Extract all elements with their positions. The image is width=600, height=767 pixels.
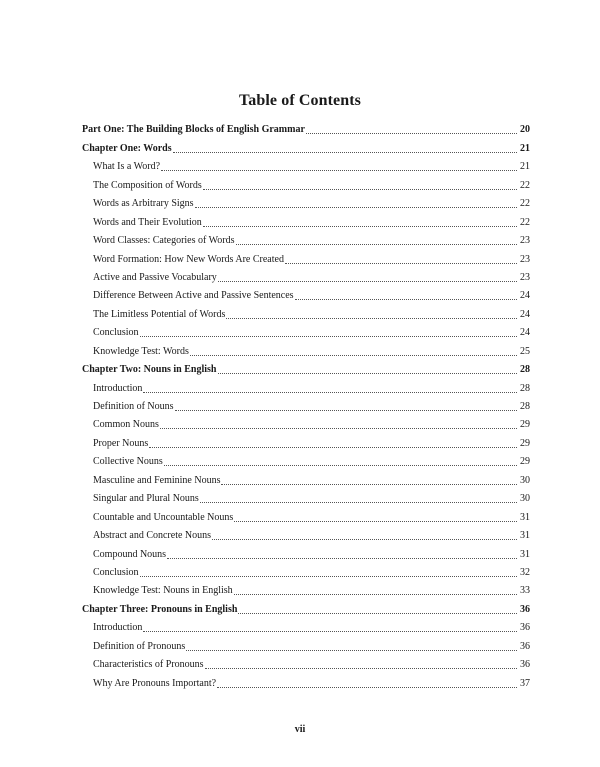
toc-entry-label: Chapter Three: Pronouns in English (82, 603, 238, 615)
toc-entry-label: Chapter One: Words (82, 142, 172, 154)
toc-entry-page: 22 (520, 179, 530, 191)
toc-entry-page: 37 (520, 677, 530, 689)
dot-leader (306, 133, 517, 134)
toc-entry-page: 22 (520, 216, 530, 228)
toc-entry-page: 29 (520, 456, 530, 468)
toc-entry-label: Why Are Pronouns Important? (93, 677, 217, 689)
toc-subentry[interactable] (82, 339, 530, 357)
toc-entry-label: Word Classes: Categories of Words (93, 235, 235, 247)
toc-entry-page: 29 (520, 419, 530, 431)
toc-entry-label: Masculine and Feminine Nouns (93, 474, 221, 486)
dot-leader (234, 594, 517, 595)
toc-heading-entry[interactable] (82, 136, 530, 154)
toc-subentry[interactable] (82, 616, 530, 634)
toc-entry-label: Part One: The Building Blocks of English Grammar (82, 124, 305, 136)
toc-subentry[interactable] (82, 413, 530, 431)
toc-entry-label: Active and Passive Vocabulary (93, 271, 217, 283)
dot-leader (140, 576, 517, 577)
toc-subentry[interactable] (82, 155, 530, 173)
dot-leader (238, 613, 517, 614)
toc-heading-entry[interactable] (82, 118, 530, 136)
dot-leader (200, 502, 517, 503)
dot-leader (167, 558, 517, 559)
dot-leader (212, 539, 517, 540)
toc-entry-page: 36 (520, 622, 530, 634)
toc-entry-page: 32 (520, 566, 530, 578)
toc-entry-label: Conclusion (93, 327, 139, 339)
toc-entry-page: 24 (520, 308, 530, 320)
toc-subentry[interactable] (82, 671, 530, 689)
dot-leader (143, 392, 517, 393)
toc-entry-page: 30 (520, 474, 530, 486)
dot-leader (190, 355, 517, 356)
toc-entry-label: Difference Between Active and Passive Sentences (93, 290, 294, 302)
toc-entry-label: Knowledge Test: Nouns in English (93, 585, 233, 597)
dot-leader (203, 226, 517, 227)
toc-entry-label: Proper Nouns (93, 437, 149, 449)
toc-entry-page: 21 (520, 161, 530, 173)
toc-subentry[interactable] (82, 302, 530, 320)
dot-leader (143, 631, 517, 632)
toc-entry-label: Countable and Uncountable Nouns (93, 511, 234, 523)
dot-leader (236, 244, 517, 245)
toc-entry-label: Introduction (93, 382, 143, 394)
dot-leader (161, 170, 517, 171)
toc-entry-page: 28 (520, 401, 530, 412)
dot-leader (164, 465, 517, 466)
toc-heading-entry[interactable] (82, 358, 530, 376)
toc-entry-page: 33 (520, 585, 530, 597)
toc-subentry[interactable] (82, 247, 530, 265)
toc-entry-label: Common Nouns (93, 419, 159, 431)
toc-entry-label: Conclusion (93, 566, 139, 578)
toc-entry-label: Characteristics of Pronouns (93, 659, 204, 671)
page-title: Table of Contents (238, 92, 361, 109)
toc-heading-entry[interactable] (82, 597, 530, 615)
toc-entry-page: 30 (520, 493, 530, 505)
dot-leader (285, 263, 517, 264)
toc-entry-label: The Composition of Words (93, 179, 202, 191)
toc-subentry[interactable] (82, 229, 530, 247)
toc-subentry[interactable] (82, 173, 530, 191)
toc-subentry[interactable] (82, 542, 530, 560)
dot-leader (234, 521, 517, 522)
dot-leader (217, 687, 517, 688)
toc-entry-label: Words as Arbitrary Signs (93, 198, 194, 210)
toc-subentry[interactable] (82, 524, 530, 542)
toc-entry-page: 36 (520, 603, 530, 615)
toc-entry-page: 23 (520, 271, 530, 283)
toc-subentry[interactable] (82, 505, 530, 523)
dot-leader (175, 410, 517, 411)
toc-entry-label: Definition of Nouns (93, 401, 174, 412)
dot-leader (149, 447, 517, 448)
toc-subentry[interactable] (82, 266, 530, 284)
toc-entry-page: 31 (520, 548, 530, 560)
toc-entry-page: 23 (520, 253, 530, 265)
toc-entry-label: Chapter Two: Nouns in English (82, 364, 217, 376)
toc-subentry[interactable] (82, 487, 530, 505)
toc-entry-page: 21 (520, 142, 530, 154)
toc-entry-label: Compound Nouns (93, 548, 167, 560)
toc-subentry[interactable] (82, 634, 530, 652)
toc-entry-label: What Is a Word? (93, 161, 161, 173)
toc-subentry[interactable] (82, 284, 530, 302)
toc-subentry[interactable] (82, 210, 530, 228)
toc-entry-page: 31 (520, 530, 530, 542)
toc-entry-label: Word Formation: How New Words Are Created (93, 253, 284, 265)
toc-subentry[interactable] (82, 431, 530, 449)
toc-subentry[interactable] (82, 468, 530, 486)
dot-leader (173, 152, 517, 153)
toc-entry-label: Knowledge Test: Words (93, 345, 189, 357)
toc-entry-label: Introduction (93, 622, 143, 634)
dot-leader (295, 299, 517, 300)
toc-subentry[interactable] (82, 395, 530, 413)
dot-leader (160, 428, 517, 429)
toc-entry-label: Abstract and Concrete Nouns (93, 530, 212, 542)
dot-leader (140, 336, 517, 337)
toc-entry-page: 36 (520, 640, 530, 652)
dot-leader (205, 668, 517, 669)
toc-entry-page: 24 (520, 327, 530, 339)
dot-leader (218, 373, 518, 374)
dot-leader (226, 318, 517, 319)
toc-entry-page: 23 (520, 235, 530, 247)
dot-leader (186, 650, 517, 651)
dot-leader (203, 189, 517, 190)
dot-leader (221, 484, 517, 485)
page-number: vii (294, 724, 306, 735)
toc-entry-page: 20 (520, 124, 530, 136)
toc-entry-page: 24 (520, 290, 530, 302)
toc-entry-label: Definition of Pronouns (93, 640, 186, 652)
toc-subentry[interactable] (82, 653, 530, 671)
toc-entry-label: Words and Their Evolution (93, 216, 202, 228)
toc-entry-page: 22 (520, 198, 530, 210)
toc-entry-page: 36 (520, 659, 530, 671)
toc-entry-page: 31 (520, 511, 530, 523)
toc-subentry[interactable] (82, 192, 530, 210)
dot-leader (195, 207, 517, 208)
toc-entry-page: 25 (520, 345, 530, 357)
toc-subentry[interactable] (82, 321, 530, 339)
toc-subentry[interactable] (82, 579, 530, 597)
table-of-contents (82, 118, 530, 690)
toc-subentry[interactable] (82, 561, 530, 579)
dot-leader (218, 281, 517, 282)
toc-entry-label: Singular and Plural Nouns (93, 493, 199, 505)
toc-entry-page: 28 (520, 364, 530, 376)
toc-entry-label: The Limitless Potential of Words (93, 308, 226, 320)
toc-subentry[interactable] (82, 450, 530, 468)
toc-entry-page: 29 (520, 437, 530, 449)
toc-entry-label: Collective Nouns (93, 456, 163, 468)
toc-entry-page: 28 (520, 382, 530, 394)
toc-subentry[interactable] (82, 376, 530, 394)
